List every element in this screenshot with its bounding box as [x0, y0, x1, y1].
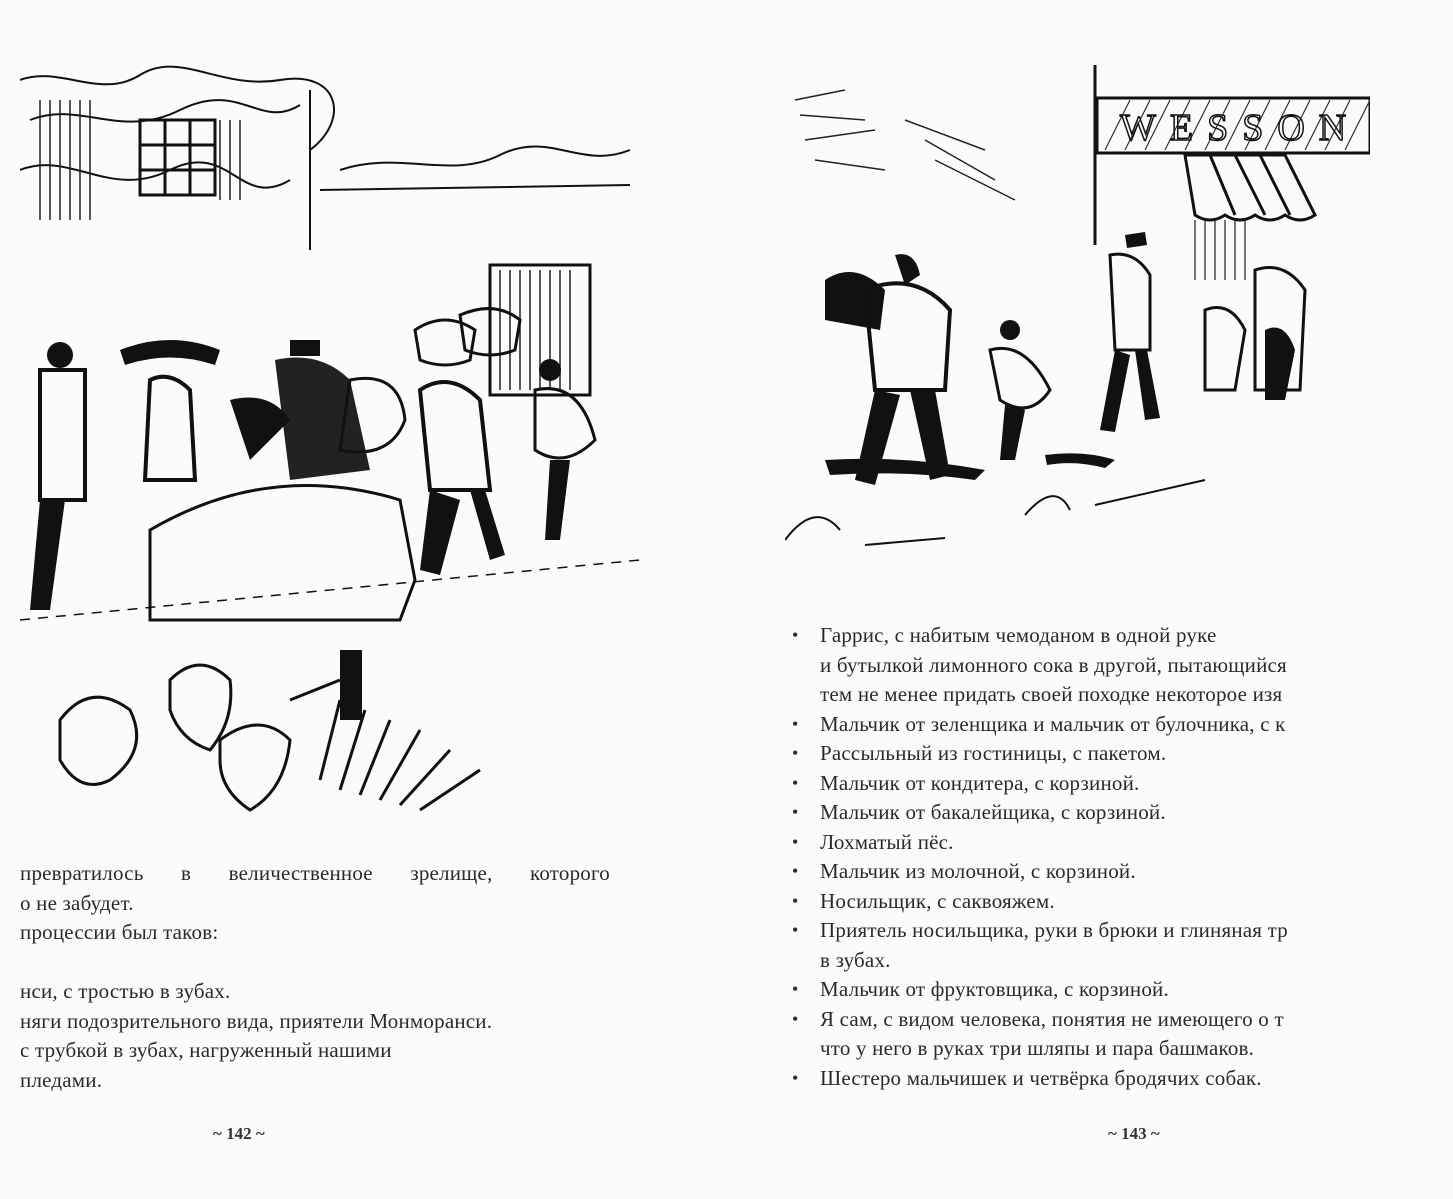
- bullet-icon: •: [792, 772, 799, 793]
- blank-line: [20, 948, 610, 978]
- list-item-line: Рассыльный из гостиницы, с пакетом.: [820, 741, 1167, 765]
- list-item-line: Мальчик из молочной, с корзиной.: [820, 859, 1136, 883]
- list-item-line: Я сам, с видом человека, понятия не имеющего о т: [820, 1006, 1284, 1031]
- left-illustration: [20, 60, 640, 835]
- list-line: няги подозрительного вида, приятели Монморанси.: [20, 1008, 493, 1033]
- bullet-icon: •: [792, 890, 799, 911]
- bullet-icon: •: [792, 861, 799, 881]
- list-item-line: Мальчик от кондитера, с корзиной.: [820, 770, 1140, 795]
- bullet-icon: •: [792, 831, 799, 852]
- list-item: [790, 739, 1370, 769]
- left-page-text: [20, 859, 610, 1095]
- right-illustration: [785, 60, 1370, 560]
- bullet-icon: •: [792, 979, 799, 999]
- right-page-text: [790, 621, 1370, 1093]
- list-line: с трубкой в зубах, нагруженный нашими: [20, 1038, 392, 1062]
- list-item: [790, 916, 1370, 975]
- bullet-icon: •: [792, 1067, 799, 1088]
- paragraph-line: превратилось в величественное зрелище, которого: [20, 861, 610, 885]
- list-item-line: Лохматый пёс.: [820, 829, 954, 854]
- bullet-icon: •: [792, 1008, 799, 1029]
- paragraph-line: о не забудет.: [20, 890, 134, 915]
- list-item-line: что у него в руках три шляпы и пара башмаков.: [820, 1036, 1255, 1060]
- list-item: [790, 621, 1370, 710]
- list-line: нси, с тростью в зубах.: [20, 979, 231, 1003]
- illustration-image-icon: [20, 60, 640, 835]
- list-item: [790, 887, 1370, 917]
- illustration-image-icon: [785, 60, 1370, 560]
- list-line: пледами.: [20, 1067, 103, 1092]
- list-item-line: Шестеро мальчишек и четвёрка бродячих собак.: [820, 1065, 1262, 1090]
- list-item: [790, 975, 1370, 1005]
- list-item-line: в зубах.: [820, 947, 891, 972]
- list-item: [790, 1005, 1370, 1064]
- list-item: [790, 828, 1370, 858]
- list-item: [790, 710, 1370, 740]
- list-item-line: тем не менее придать своей походке некоторое изя: [820, 682, 1283, 706]
- bullet-icon: •: [792, 713, 799, 734]
- list-item: [790, 857, 1370, 887]
- paragraph-line: процессии был таков:: [20, 920, 219, 944]
- list-item-line: Мальчик от зеленщика и мальчик от булочника, с к: [820, 711, 1286, 736]
- list-item: [790, 769, 1370, 799]
- left-page: [0, 0, 700, 1199]
- list-item: [790, 1064, 1370, 1094]
- bullet-icon: •: [792, 802, 799, 822]
- page-number-right: ~ 143 ~: [1108, 1124, 1160, 1143]
- list-item-line: Носильщик, с саквояжем.: [820, 888, 1055, 913]
- procession-list: [790, 621, 1370, 1093]
- bullet-icon: •: [792, 743, 799, 763]
- list-item-line: Мальчик от фруктовщика, с корзиной.: [820, 977, 1169, 1001]
- list-item-line: Приятель носильщика, руки в брюки и глиняная тр: [820, 918, 1288, 942]
- list-item-line: Гаррис, с набитым чемоданом в одной руке: [820, 623, 1217, 647]
- list-item-line: Мальчик от бакалейщика, с корзиной.: [820, 800, 1166, 824]
- page-number-left: ~ 142 ~: [213, 1124, 265, 1143]
- list-item: [790, 798, 1370, 828]
- shop-sign-text: WESSON: [1120, 107, 1361, 149]
- list-item-line: и бутылкой лимонного сока в другой, пытающийся: [820, 652, 1287, 677]
- bullet-icon: •: [792, 920, 799, 940]
- bullet-icon: •: [792, 625, 799, 645]
